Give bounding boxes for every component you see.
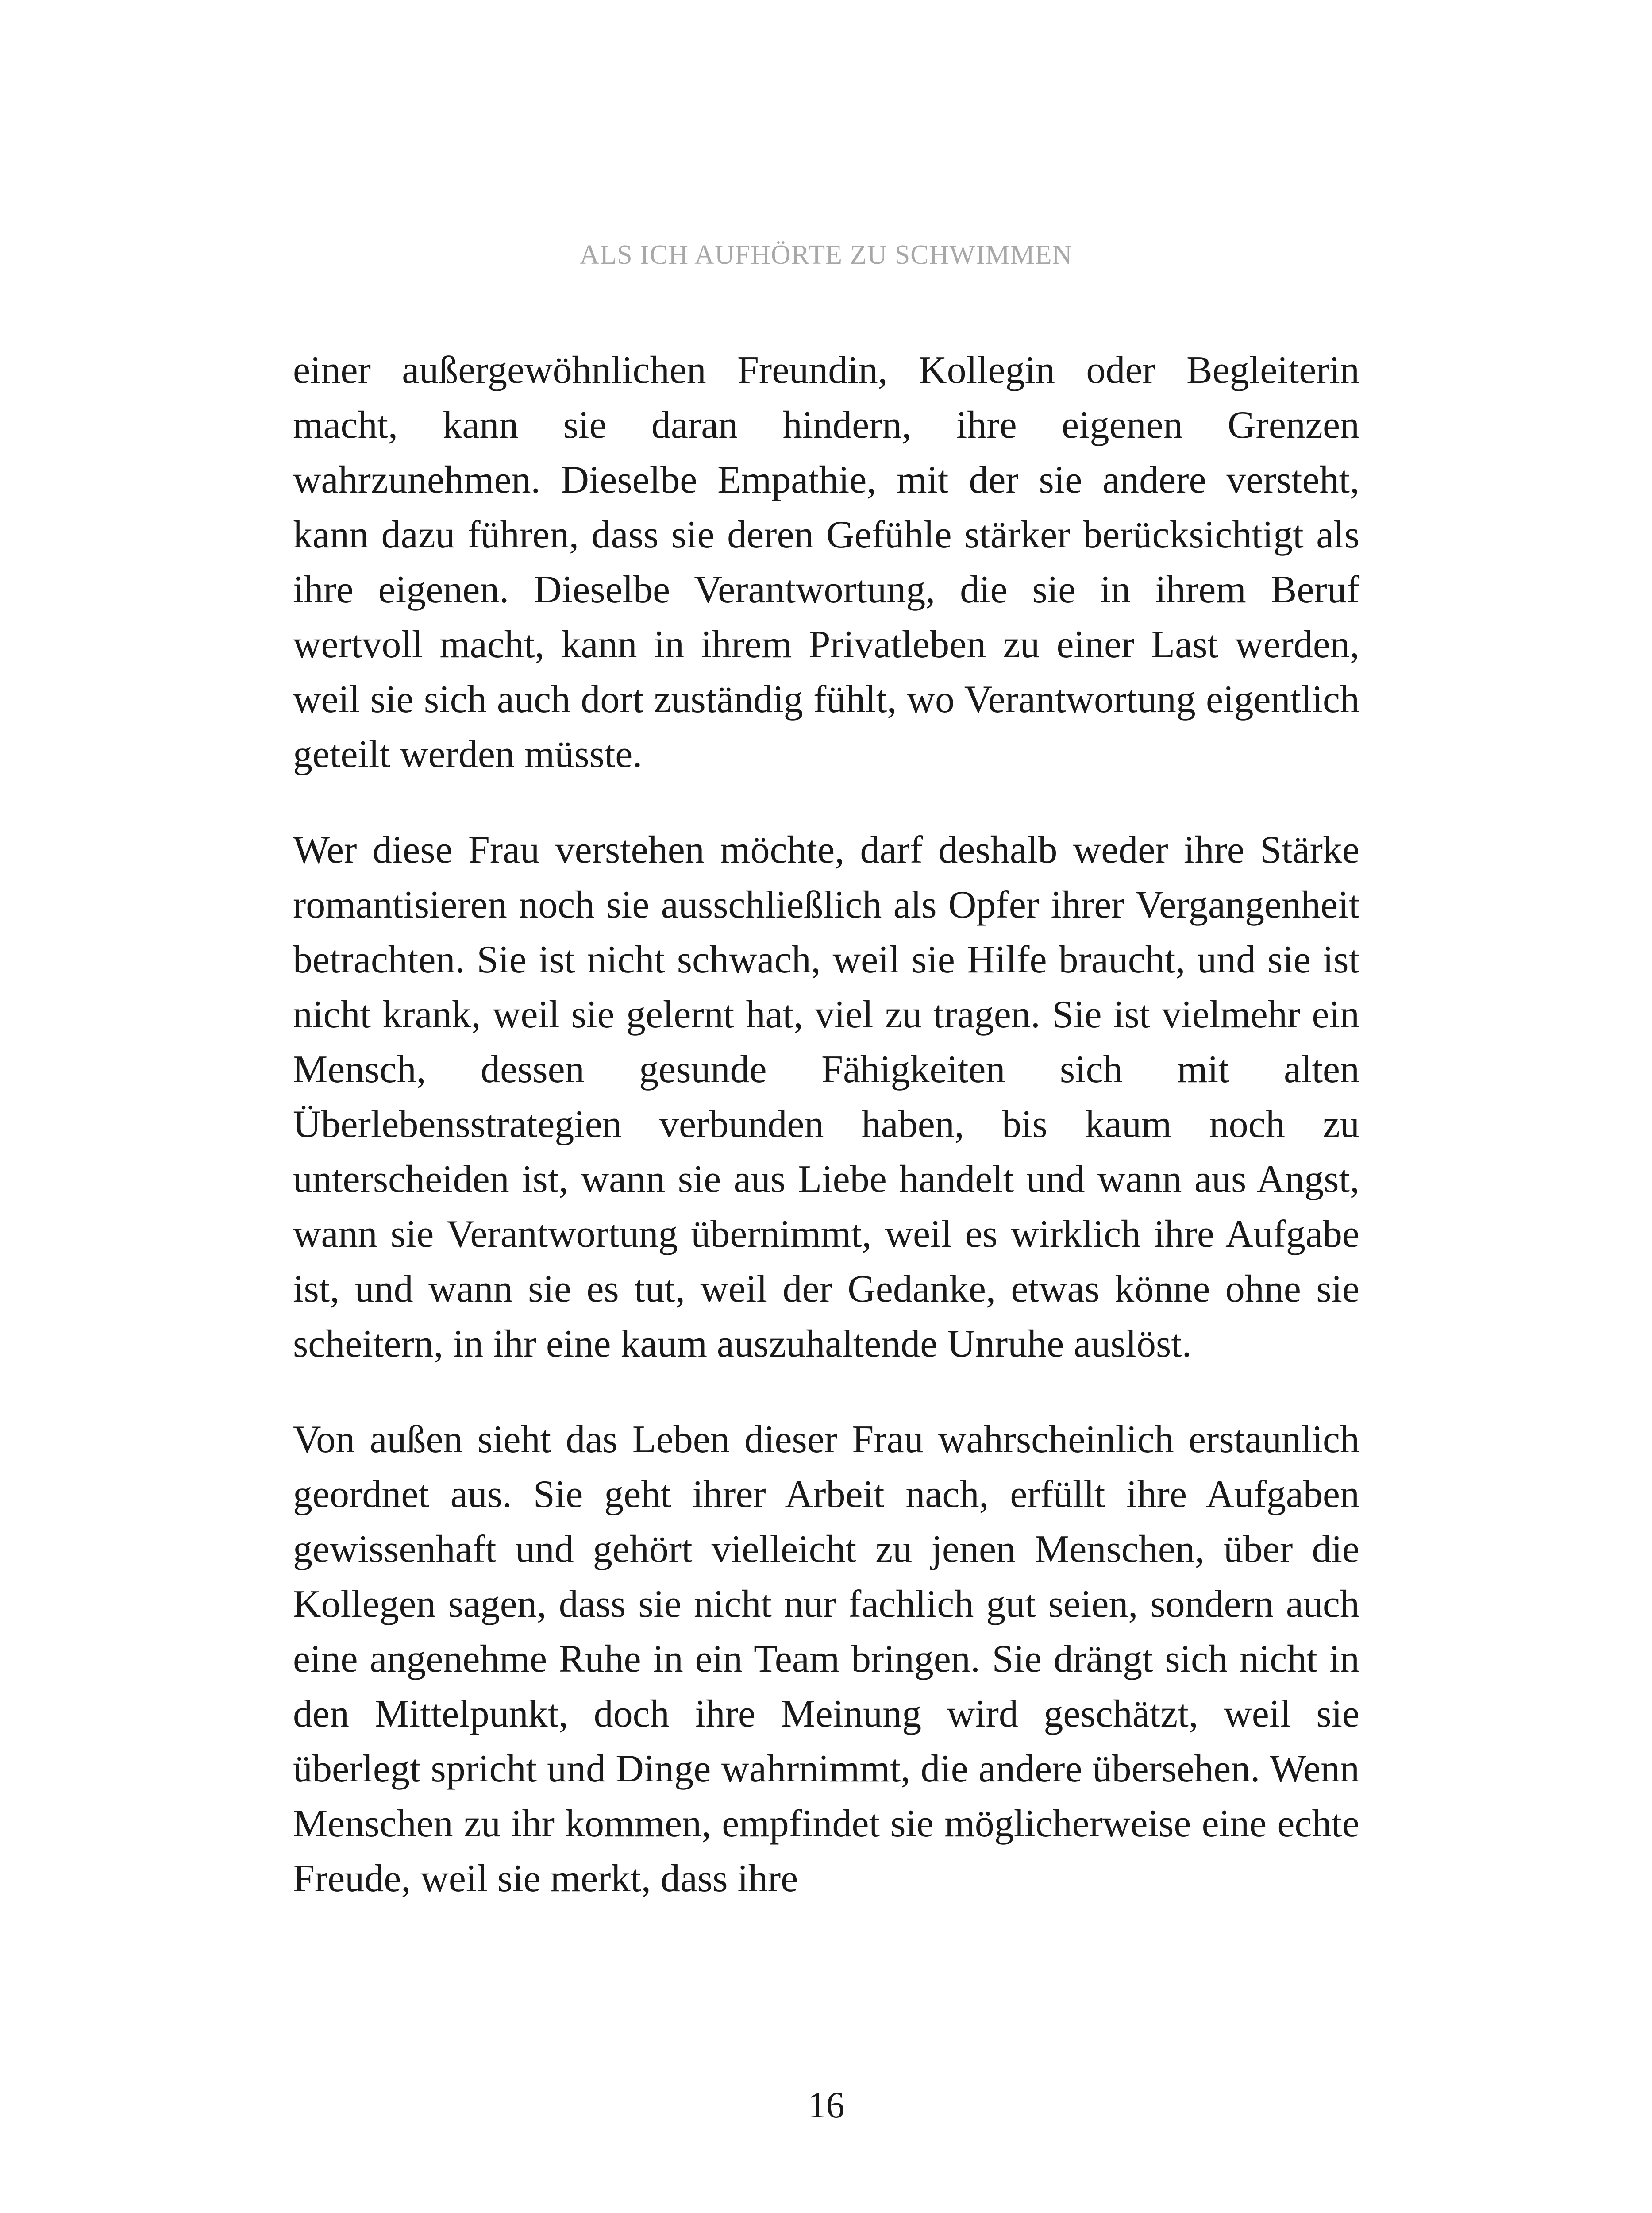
paragraph-2: Wer diese Frau verstehen möchte, darf deshalb weder ihre Stärke romantisieren noch sie ausschließlich als Opfer ihrer Vergangenheit betrachten. Sie ist nicht schwach, weil sie Hilfe braucht, und sie ist nicht krank, weil sie gelernt hat, viel zu tragen. Sie ist vielmehr ein Mensch, dessen gesunde Fähigkeiten sich mit alten Überlebensstrategien verbunden haben, bis kaum noch zu unterscheiden ist, wann sie aus Liebe handelt und wann aus Angst, wann sie Verantwortung übernimmt, weil es wirklich ihre Aufgabe ist, und wann sie es tut, weil der Gedanke, etwas könne ohne sie scheitern, in ihr eine kaum auszuhaltende Unruhe auslöst.: [293, 829, 1359, 1365]
body-text: [293, 343, 1359, 1906]
paragraph-1: einer außergewöhnlichen Freundin, Kollegin oder Begleiterin macht, kann sie daran hindern, ihre eigenen Grenzen wahrzunehmen. Dieselbe Empathie, mit der sie andere versteht, kann dazu führen, dass sie deren Gefühle stärker berücksichtigt als ihre eigenen. Dieselbe Verantwortung, die sie in ihrem Beruf wertvoll macht, kann in ihrem Privatleben zu einer Last werden, weil sie sich auch dort zuständig fühlt, wo Verantwortung eigentlich geteilt werden müsste.: [293, 349, 1359, 776]
running-header: ALS ICH AUFHÖRTE ZU SCHWIMMEN: [579, 240, 1073, 270]
page-number: 16: [807, 2085, 845, 2126]
paragraph-3: Von außen sieht das Leben dieser Frau wahrscheinlich erstaunlich geordnet aus. Sie geht ihrer Arbeit nach, erfüllt ihre Aufgaben gewissenhaft und gehört vielleicht zu jenen Menschen, über die Kollegen sagen, dass sie nicht nur fachlich gut seien, sondern auch eine angenehme Ruhe in ein Team bringen. Sie drängt sich nicht in den Mittelpunkt, doch ihre Meinung wird geschätzt, weil sie überlegt spricht und Dinge wahrnimmt, die andere übersehen. Wenn Menschen zu ihr kommen, empfindet sie möglicherweise eine echte Freude, weil sie merkt, dass ihre: [293, 1418, 1359, 1900]
